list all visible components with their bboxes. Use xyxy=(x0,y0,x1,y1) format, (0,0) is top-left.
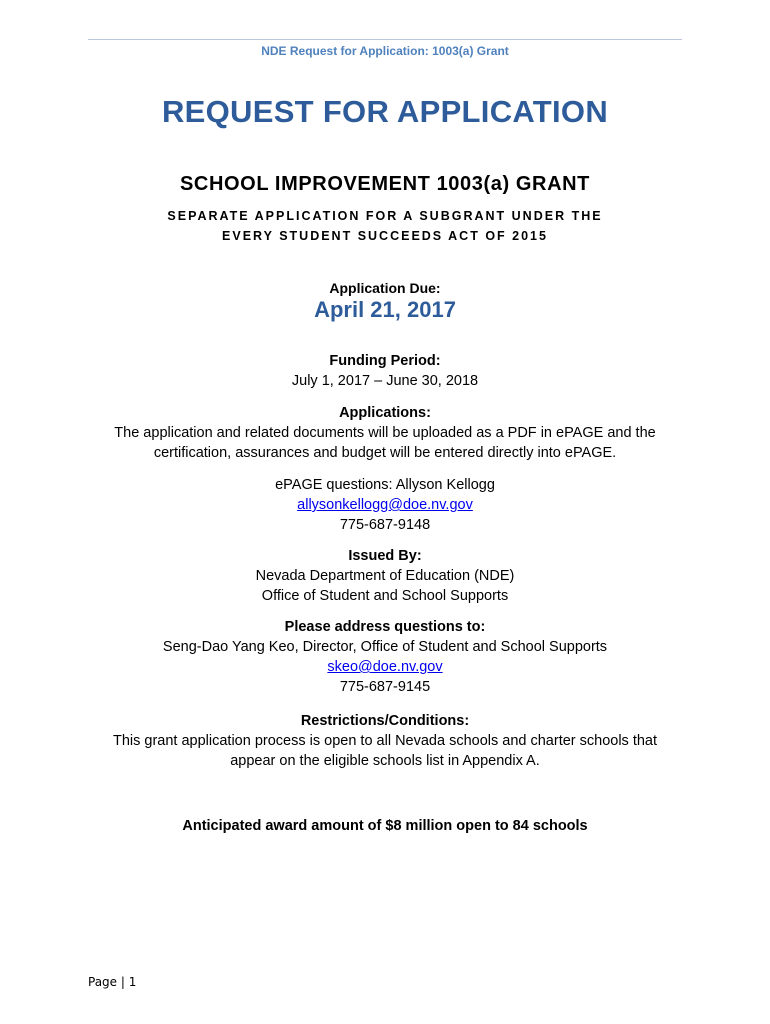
issued-by-label: Issued By: xyxy=(348,548,422,564)
epage-email-link[interactable]: allysonkellogg@doe.nv.gov xyxy=(297,497,473,513)
funding-period-label: Funding Period: xyxy=(329,353,441,369)
subgrant-heading-line1: SEPARATE APPLICATION FOR A SUBGRANT UNDER THE xyxy=(167,209,603,223)
funding-period-section xyxy=(0,351,770,391)
restrictions-section xyxy=(0,711,770,771)
epage-contact-section xyxy=(0,475,770,535)
applications-section xyxy=(0,403,770,463)
applications-text-line1: The application and related documents will be uploaded as a PDF in ePAGE and the xyxy=(114,425,656,441)
page-header: NDE Request for Application: 1003(a) Grant xyxy=(261,44,509,58)
subgrant-heading xyxy=(0,206,770,246)
award-amount-statement: Anticipated award amount of $8 million open to 84 schools xyxy=(182,818,588,834)
restrictions-label: Restrictions/Conditions: xyxy=(300,713,470,729)
funding-period-value: July 1, 2017 – June 30, 2018 xyxy=(291,373,479,389)
subgrant-heading-line2: EVERY STUDENT SUCCEEDS ACT OF 2015 xyxy=(222,229,548,243)
questions-email-link[interactable]: skeo@doe.nv.gov xyxy=(327,659,443,675)
applications-label: Applications: xyxy=(339,405,431,421)
issued-by-section xyxy=(0,546,770,606)
questions-contact-section xyxy=(0,617,770,697)
issued-by-line2: Office of Student and School Supports xyxy=(261,588,509,604)
application-due-date: April 21, 2017 xyxy=(314,297,456,322)
issued-by-line1: Nevada Department of Education (NDE) xyxy=(255,568,515,584)
applications-text-line2: certification, assurances and budget will be entered directly into ePAGE. xyxy=(153,445,617,461)
header-rule xyxy=(88,39,682,40)
grant-subtitle: SCHOOL IMPROVEMENT 1003(a) GRANT xyxy=(179,173,590,195)
application-due-label: Application Due: xyxy=(329,280,441,296)
restrictions-text-line1: This grant application process is open to all Nevada schools and charter schools that xyxy=(112,733,658,749)
epage-questions-label: ePAGE questions: Allyson Kellogg xyxy=(275,477,495,493)
questions-label: Please address questions to: xyxy=(284,619,486,635)
page-number-footer: Page | 1 xyxy=(88,975,137,989)
page-title: REQUEST FOR APPLICATION xyxy=(161,94,609,129)
questions-phone: 775-687-9145 xyxy=(339,679,431,695)
questions-contact-name: Seng-Dao Yang Keo, Director, Office of Student and School Supports xyxy=(162,639,608,655)
epage-phone: 775-687-9148 xyxy=(339,517,431,533)
restrictions-text-line2: appear on the eligible schools list in Appendix A. xyxy=(230,753,540,769)
